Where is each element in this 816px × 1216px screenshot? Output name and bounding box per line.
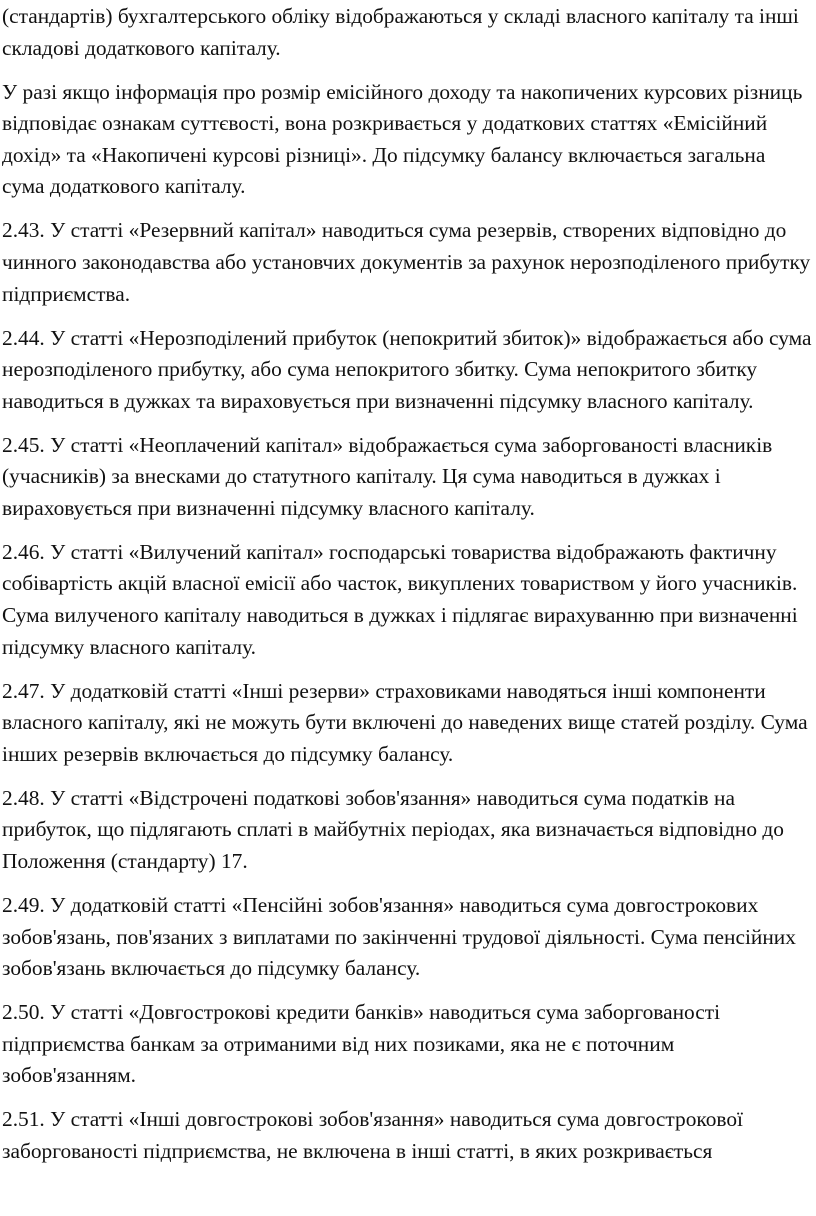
paragraph-2-48: 2.48. У статті «Відстрочені податкові зобов'язання» наводиться сума податків на прибуток, що підлягають сплаті в майбутніх періодах, яка визначається відповідно до Положення (стандарту) 17. bbox=[2, 785, 784, 873]
paragraph-2-45: 2.45. У статті «Неоплачений капітал» відображається сума заборгованості власників (учасників) за внесками до статутного капіталу. Ця сума наводиться в дужках і вираховується при визначенні підсумку власного капіталу. bbox=[2, 432, 773, 520]
paragraph-additional-capital-continued: (стандартів) бухгалтерського обліку відображаються у складі власного капіталу та інші складові додаткового капіталу. bbox=[2, 4, 799, 60]
paragraph-2-49: 2.49. У додатковій статті «Пенсійні зобов'язання» наводиться сума довгострокових зобов'язань, пов'язаних з виплатами по закінченні трудової діяльності. Сума пенсійних зобов'язань включається до підсумку балансу. bbox=[2, 892, 796, 981]
paragraph-2-50: 2.50. У статті «Довгострокові кредити банків» наводиться сума заборгованості підприємства банкам за отриманими від них позиками, яка не є поточним зобов'язанням. bbox=[2, 1000, 721, 1088]
paragraph-2-44: 2.44. У статті «Нерозподілений прибуток (непокритий збиток)» відображається або сума нерозподіленого прибутку, або сума непокритого збитку. Сума непокритого збитку наводиться в дужках та вираховується при визначенні підсумку власного капіталу. bbox=[2, 325, 812, 413]
paragraph-2-51: 2.51. У статті «Інші довгострокові зобов'язання» наводиться сума довгострокової заборгованості підприємства, не включена в інші статті, в яких розкривається bbox=[2, 1107, 744, 1163]
paragraph-2-46: 2.46. У статті «Вилучений капітал» господарські товариства відображають фактичну собівартість акцій власної емісії або часток, викуплених товариством у його учасників. Сума вилученого капіталу наводиться в дужках і підлягає вирахуванню при визначенні підсумку власного капіталу. bbox=[2, 539, 798, 659]
paragraph-2-47: 2.47. У додатковій статті «Інші резерви» страховиками наводяться інші компоненти власного капіталу, які не можуть бути включені до наведених вище статей розділу. Сума інших резервів включається до підсумку балансу. bbox=[2, 678, 808, 766]
paragraph-emission-income: У разі якщо інформація про розмір емісійного доходу та накопичених курсових різниць відповідає ознакам суттєвості, вона розкривається у додаткових статтях «Емісійний дохід» та «Накопичені курсові різниці». До підсумку балансу включається загальна сума додаткового капіталу. bbox=[2, 79, 803, 199]
paragraph-2-43: 2.43. У статті «Резервний капітал» наводиться сума резервів, створених відповідно до чинного законодавства або установчих документів за рахунок нерозподіленого прибутку підприємства. bbox=[2, 218, 811, 306]
